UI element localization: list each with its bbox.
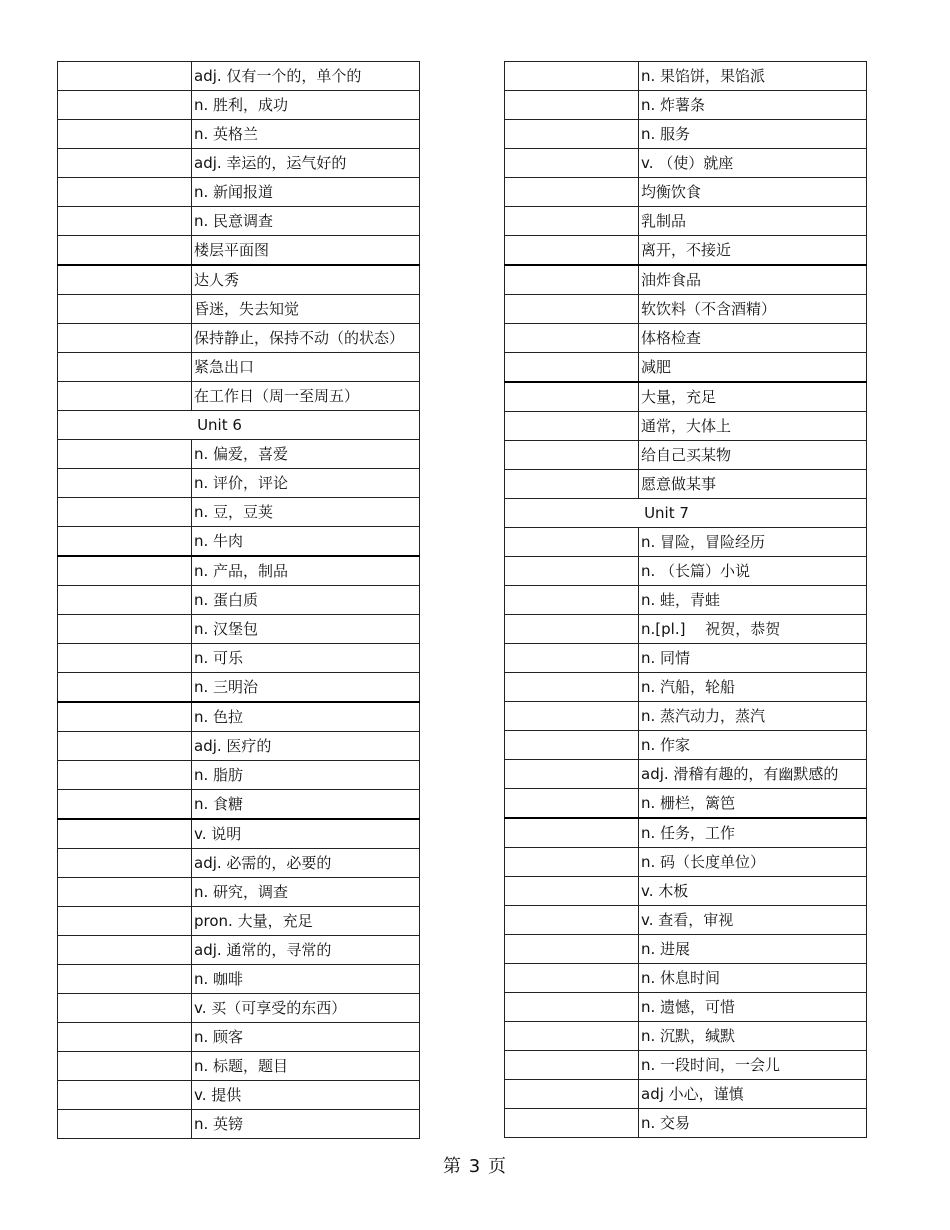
word-cell xyxy=(505,673,639,702)
definition-cell: n. 民意调查 xyxy=(192,207,420,236)
vocab-row xyxy=(58,819,420,849)
word-cell xyxy=(58,353,192,382)
vocab-row xyxy=(58,907,420,936)
word-cell xyxy=(58,965,192,994)
definition-cell: n. 英格兰 xyxy=(192,120,420,149)
word-cell xyxy=(505,1080,639,1109)
definition-cell: n. 豆，豆荚 xyxy=(192,498,420,527)
word-cell xyxy=(58,120,192,149)
definition-cell: 大量，充足 xyxy=(639,382,867,412)
vocab-row xyxy=(505,644,867,673)
definition-cell: 保持静止，保持不动（的状态） xyxy=(192,324,420,353)
word-cell xyxy=(58,178,192,207)
definition-cell: 软饮料（不含酒精） xyxy=(639,295,867,324)
vocab-row xyxy=(505,120,867,149)
word-cell xyxy=(58,994,192,1023)
vocab-row xyxy=(58,527,420,557)
word-cell xyxy=(58,149,192,178)
word-cell xyxy=(505,295,639,324)
vocab-row xyxy=(505,615,867,644)
vocab-row xyxy=(505,149,867,178)
definition-cell: 均衡饮食 xyxy=(639,178,867,207)
word-cell xyxy=(58,1081,192,1110)
word-cell xyxy=(58,790,192,820)
definition-cell: n. 果馅饼，果馅派 xyxy=(639,62,867,91)
vocab-row xyxy=(505,1080,867,1109)
vocab-row xyxy=(58,1110,420,1139)
word-cell xyxy=(58,673,192,703)
vocab-row xyxy=(58,498,420,527)
word-cell xyxy=(505,615,639,644)
vocab-row xyxy=(58,965,420,994)
definition-cell: n. 可乐 xyxy=(192,644,420,673)
vocab-row xyxy=(58,556,420,586)
vocab-row xyxy=(505,1022,867,1051)
definition-cell: n. 色拉 xyxy=(192,702,420,732)
definition-cell: n. 进展 xyxy=(639,935,867,964)
page-number: 第 3 页 xyxy=(443,1156,507,1177)
vocab-row xyxy=(58,236,420,266)
definition-cell: n. 评价，评论 xyxy=(192,469,420,498)
word-cell xyxy=(58,761,192,790)
definition-cell: n. 蛋白质 xyxy=(192,586,420,615)
definition-cell: n. 三明治 xyxy=(192,673,420,703)
definition-cell: 达人秀 xyxy=(192,265,420,295)
definition-cell: n. 作家 xyxy=(639,731,867,760)
word-cell xyxy=(505,382,639,412)
unit-header-row xyxy=(505,499,867,528)
word-cell xyxy=(505,178,639,207)
word-cell xyxy=(505,236,639,266)
unit-heading: Unit 6 xyxy=(58,411,420,440)
word-cell xyxy=(58,586,192,615)
vocab-row xyxy=(58,586,420,615)
definition-cell: adj. 幸运的，运气好的 xyxy=(192,149,420,178)
definition-cell: n. 交易 xyxy=(639,1109,867,1138)
definition-cell: n. 任务，工作 xyxy=(639,818,867,848)
word-cell xyxy=(58,382,192,411)
word-cell xyxy=(58,1052,192,1081)
definition-cell: n. 英镑 xyxy=(192,1110,420,1139)
vocab-row xyxy=(505,528,867,557)
vocab-row xyxy=(58,732,420,761)
vocab-row xyxy=(505,789,867,819)
word-cell xyxy=(58,644,192,673)
word-cell xyxy=(58,527,192,557)
definition-cell: n. 沉默，缄默 xyxy=(639,1022,867,1051)
vocab-row xyxy=(58,324,420,353)
definition-cell: 油炸食品 xyxy=(639,265,867,295)
word-cell xyxy=(58,469,192,498)
definition-cell: 紧急出口 xyxy=(192,353,420,382)
word-cell xyxy=(505,644,639,673)
vocab-row xyxy=(505,207,867,236)
definition-cell: 体格检查 xyxy=(639,324,867,353)
definition-cell: 减肥 xyxy=(639,353,867,383)
word-cell xyxy=(58,819,192,849)
definition-cell: n. 研究，调查 xyxy=(192,878,420,907)
word-cell xyxy=(505,848,639,877)
definition-cell: n. 胜利，成功 xyxy=(192,91,420,120)
definition-cell: pron. 大量，充足 xyxy=(192,907,420,936)
vocab-row xyxy=(58,1081,420,1110)
definition-cell: n. 偏爱，喜爱 xyxy=(192,440,420,469)
word-cell xyxy=(505,91,639,120)
vocab-row xyxy=(505,1051,867,1080)
definition-cell: v. 木板 xyxy=(639,877,867,906)
definition-cell: n. 炸薯条 xyxy=(639,91,867,120)
vocab-row xyxy=(58,469,420,498)
word-cell xyxy=(505,470,639,499)
word-cell xyxy=(58,265,192,295)
vocab-row xyxy=(505,964,867,993)
definition-cell: n. 产品，制品 xyxy=(192,556,420,586)
word-cell xyxy=(58,440,192,469)
vocab-row xyxy=(505,818,867,848)
vocab-row xyxy=(58,207,420,236)
vocab-row xyxy=(505,760,867,789)
vocab-row xyxy=(505,702,867,731)
definition-cell: n. 休息时间 xyxy=(639,964,867,993)
word-cell xyxy=(58,936,192,965)
vocab-row xyxy=(505,848,867,877)
definition-cell: v. 查看，审视 xyxy=(639,906,867,935)
vocab-row xyxy=(58,790,420,820)
word-cell xyxy=(58,1110,192,1139)
definition-cell: 昏迷，失去知觉 xyxy=(192,295,420,324)
vocab-row xyxy=(505,62,867,91)
vocab-row xyxy=(58,615,420,644)
definition-cell: 乳制品 xyxy=(639,207,867,236)
word-cell xyxy=(505,557,639,586)
vocab-row xyxy=(505,236,867,266)
vocab-row xyxy=(505,877,867,906)
left-vocab-table xyxy=(57,61,420,1139)
definition-cell: v. 提供 xyxy=(192,1081,420,1110)
vocab-row xyxy=(58,178,420,207)
word-cell xyxy=(505,586,639,615)
word-cell xyxy=(58,324,192,353)
vocab-row xyxy=(505,470,867,499)
definition-cell: v. 买（可享受的东西） xyxy=(192,994,420,1023)
vocab-row xyxy=(505,557,867,586)
definition-cell: n. 栅栏，篱笆 xyxy=(639,789,867,819)
vocab-row xyxy=(505,353,867,383)
vocab-row xyxy=(58,149,420,178)
word-cell xyxy=(505,906,639,935)
vocab-row xyxy=(58,702,420,732)
word-cell xyxy=(58,236,192,266)
word-cell xyxy=(505,353,639,383)
word-cell xyxy=(505,1051,639,1080)
vocab-row xyxy=(505,91,867,120)
definition-cell: 给自己买某物 xyxy=(639,441,867,470)
vocab-row xyxy=(505,324,867,353)
vocab-row xyxy=(58,994,420,1023)
definition-cell: n. 咖啡 xyxy=(192,965,420,994)
word-cell xyxy=(505,149,639,178)
definition-cell: 在工作日（周一至周五） xyxy=(192,382,420,411)
word-cell xyxy=(58,732,192,761)
vocab-row xyxy=(58,382,420,411)
vocab-row xyxy=(58,761,420,790)
definition-cell: n. 顾客 xyxy=(192,1023,420,1052)
definition-cell: n. 蒸汽动力，蒸汽 xyxy=(639,702,867,731)
unit-heading: Unit 7 xyxy=(505,499,867,528)
right-vocab-table xyxy=(504,61,867,1138)
word-cell xyxy=(58,615,192,644)
word-cell xyxy=(505,528,639,557)
vocab-row xyxy=(505,906,867,935)
word-cell xyxy=(505,207,639,236)
word-cell xyxy=(505,993,639,1022)
word-cell xyxy=(505,1109,639,1138)
word-cell xyxy=(505,731,639,760)
vocab-row xyxy=(505,178,867,207)
word-cell xyxy=(58,295,192,324)
word-cell xyxy=(505,877,639,906)
word-cell xyxy=(505,412,639,441)
vocab-row xyxy=(58,1052,420,1081)
definition-cell: 离开，不接近 xyxy=(639,236,867,266)
left-table-body xyxy=(58,62,420,1139)
vocab-row xyxy=(58,91,420,120)
vocab-row xyxy=(505,586,867,615)
definition-cell: adj. 医疗的 xyxy=(192,732,420,761)
definition-cell: n. 一段时间，一会儿 xyxy=(639,1051,867,1080)
word-cell xyxy=(505,324,639,353)
definition-cell: n. 脂肪 xyxy=(192,761,420,790)
definition-cell: 楼层平面图 xyxy=(192,236,420,266)
word-cell xyxy=(58,878,192,907)
vocab-row xyxy=(505,673,867,702)
vocab-row xyxy=(58,1023,420,1052)
vocab-row xyxy=(58,295,420,324)
definition-cell: n. 标题，题目 xyxy=(192,1052,420,1081)
word-cell xyxy=(505,120,639,149)
vocab-row xyxy=(58,936,420,965)
definition-cell: adj. 仅有一个的，单个的 xyxy=(192,62,420,91)
definition-cell: n. 遗憾，可惜 xyxy=(639,993,867,1022)
word-cell xyxy=(58,556,192,586)
vocab-row xyxy=(58,440,420,469)
vocab-row xyxy=(505,382,867,412)
vocab-row xyxy=(58,353,420,382)
definition-cell: n. 冒险，冒险经历 xyxy=(639,528,867,557)
definition-cell: n. 同情 xyxy=(639,644,867,673)
vocab-row xyxy=(505,265,867,295)
word-cell xyxy=(505,760,639,789)
definition-cell: 通常，大体上 xyxy=(639,412,867,441)
word-cell xyxy=(58,702,192,732)
definition-cell: n. 汽船，轮船 xyxy=(639,673,867,702)
word-cell xyxy=(58,62,192,91)
definition-cell: n. 汉堡包 xyxy=(192,615,420,644)
definition-cell: n. 码（长度单位） xyxy=(639,848,867,877)
vocab-row xyxy=(505,412,867,441)
word-cell xyxy=(58,498,192,527)
definition-cell: adj 小心，谨慎 xyxy=(639,1080,867,1109)
vocab-row xyxy=(505,441,867,470)
definition-cell: v. 说明 xyxy=(192,819,420,849)
definition-cell: n.[pl.] 祝贺，恭贺 xyxy=(639,615,867,644)
word-cell xyxy=(505,702,639,731)
vocab-row xyxy=(505,1109,867,1138)
definition-cell: n. 服务 xyxy=(639,120,867,149)
right-table-body xyxy=(505,62,867,1138)
word-cell xyxy=(58,207,192,236)
word-cell xyxy=(58,849,192,878)
vocab-row xyxy=(505,731,867,760)
word-cell xyxy=(505,964,639,993)
vocab-row xyxy=(58,62,420,91)
definition-cell: n. 牛肉 xyxy=(192,527,420,557)
vocab-row xyxy=(505,993,867,1022)
definition-cell: n. 新闻报道 xyxy=(192,178,420,207)
vocab-row xyxy=(58,878,420,907)
vocab-row xyxy=(58,644,420,673)
word-cell xyxy=(505,818,639,848)
definition-cell: v. （使）就座 xyxy=(639,149,867,178)
word-cell xyxy=(505,935,639,964)
definition-cell: 愿意做某事 xyxy=(639,470,867,499)
word-cell xyxy=(58,907,192,936)
word-cell xyxy=(58,91,192,120)
word-cell xyxy=(505,441,639,470)
definition-cell: n. 食糖 xyxy=(192,790,420,820)
unit-header-row xyxy=(58,411,420,440)
definition-cell: adj. 必需的，必要的 xyxy=(192,849,420,878)
vocab-row xyxy=(58,673,420,703)
word-cell xyxy=(58,1023,192,1052)
definition-cell: adj. 滑稽有趣的，有幽默感的 xyxy=(639,760,867,789)
word-cell xyxy=(505,265,639,295)
word-cell xyxy=(505,62,639,91)
definition-cell: n. （长篇）小说 xyxy=(639,557,867,586)
vocab-row xyxy=(58,849,420,878)
definition-cell: n. 蛙，青蛙 xyxy=(639,586,867,615)
vocab-row xyxy=(505,935,867,964)
word-cell xyxy=(505,789,639,819)
vocab-row xyxy=(58,265,420,295)
vocab-row xyxy=(505,295,867,324)
vocab-row xyxy=(58,120,420,149)
definition-cell: adj. 通常的，寻常的 xyxy=(192,936,420,965)
word-cell xyxy=(505,1022,639,1051)
